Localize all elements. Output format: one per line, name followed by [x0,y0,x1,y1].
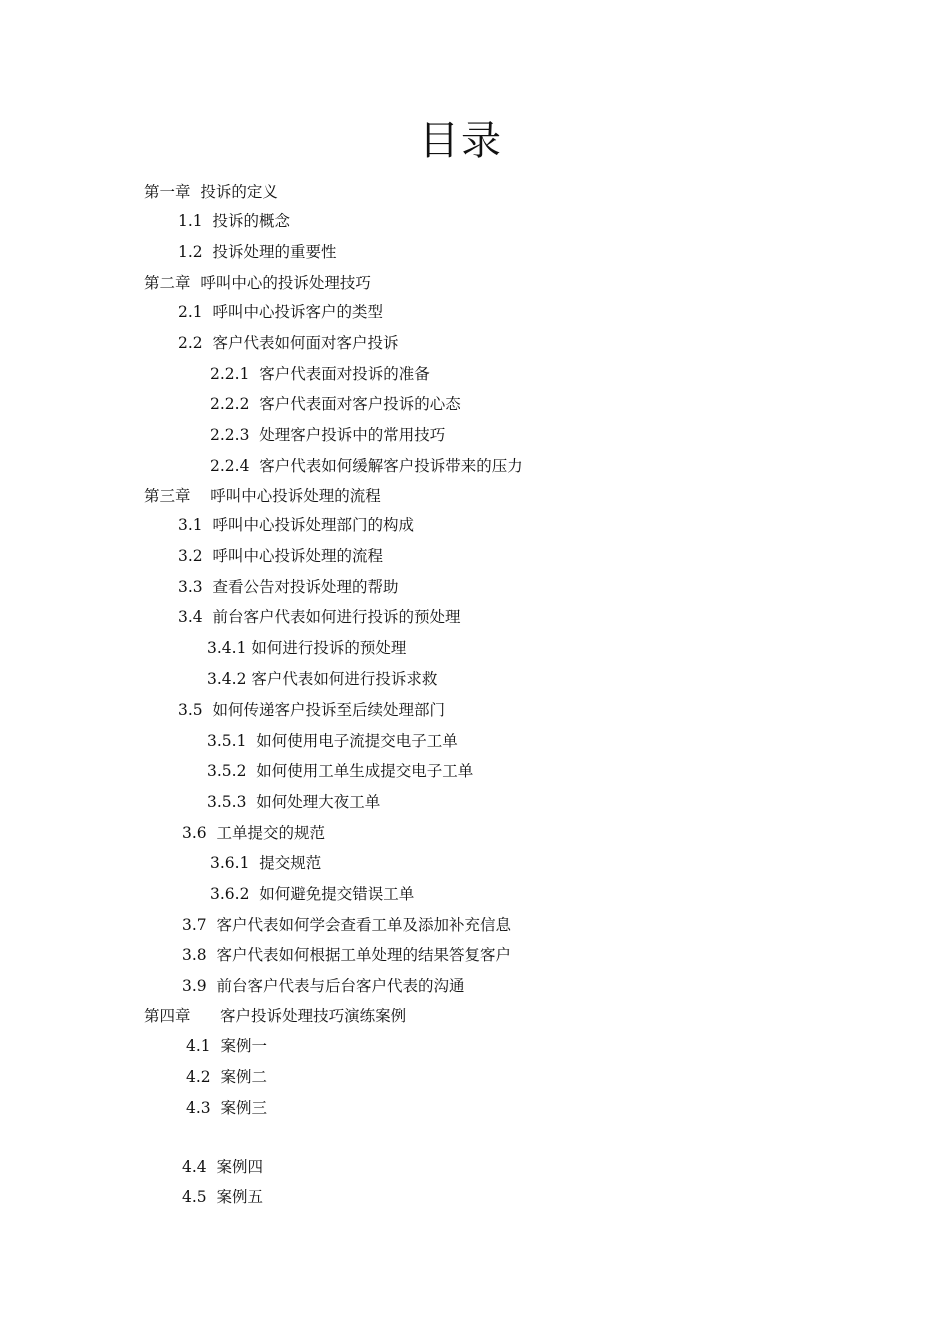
toc-entry-chapter-4: 第四章 客户投诉处理技巧演练案例 [144,1007,407,1025]
toc-entry-3-5-3: 3.5.3 如何处理大夜工单 [207,793,381,811]
toc-entry-2-1: 2.1 呼叫中心投诉客户的类型 [178,303,384,321]
toc-entry-3-1: 3.1 呼叫中心投诉处理部门的构成 [178,516,415,534]
toc-entry-4-2: 4.2 案例二 [186,1068,268,1086]
toc-entry-3-9: 3.9 前台客户代表与后台客户代表的沟通 [182,977,465,995]
toc-entry-3-2: 3.2 呼叫中心投诉处理的流程 [178,547,384,565]
toc-entry-chapter-2: 第二章 呼叫中心的投诉处理技巧 [144,274,371,292]
toc-entry-3-7: 3.7 客户代表如何学会查看工单及添加补充信息 [182,916,512,934]
toc-title: 目录 [419,118,503,164]
toc-entry-4-1: 4.1 案例一 [186,1037,268,1055]
toc-entry-1-1: 1.1 投诉的概念 [178,212,291,230]
toc-entry-2-2-2: 2.2.2 客户代表面对客户投诉的心态 [210,395,461,413]
toc-entry-4-4: 4.4 案例四 [182,1158,264,1176]
toc-entry-3-4: 3.4 前台客户代表如何进行投诉的预处理 [178,608,461,626]
toc-entry-4-3: 4.3 案例三 [186,1099,268,1117]
toc-entry-3-5-1: 3.5.1 如何使用电子流提交电子工单 [207,732,458,750]
toc-entry-3-6-2: 3.6.2 如何避免提交错误工单 [210,885,415,903]
toc-entry-2-2-1: 2.2.1 客户代表面对投诉的准备 [210,365,430,383]
toc-entry-2-2-3: 2.2.3 处理客户投诉中的常用技巧 [210,426,446,444]
toc-entry-3-3: 3.3 查看公告对投诉处理的帮助 [178,578,399,596]
toc-entry-1-2: 1.2 投诉处理的重要性 [178,243,337,261]
toc-entry-chapter-3: 第三章 呼叫中心投诉处理的流程 [144,487,381,505]
toc-entry-3-4-2: 3.4.2 客户代表如何进行投诉求救 [207,670,438,688]
toc-entry-4-5: 4.5 案例五 [182,1188,264,1206]
toc-entry-3-6-1: 3.6.1 提交规范 [210,854,322,872]
toc-entry-chapter-1: 第一章 投诉的定义 [144,183,278,201]
toc-entry-3-6: 3.6 工单提交的规范 [182,824,326,842]
toc-entry-2-2: 2.2 客户代表如何面对客户投诉 [178,334,399,352]
toc-entry-3-5: 3.5 如何传递客户投诉至后续处理部门 [178,701,446,719]
toc-entry-3-5-2: 3.5.2 如何使用工单生成提交电子工单 [207,762,474,780]
toc-entry-2-2-4: 2.2.4 客户代表如何缓解客户投诉带来的压力 [210,457,523,475]
toc-entry-3-4-1: 3.4.1 如何进行投诉的预处理 [207,639,407,657]
toc-entry-3-8: 3.8 客户代表如何根据工单处理的结果答复客户 [182,946,512,964]
